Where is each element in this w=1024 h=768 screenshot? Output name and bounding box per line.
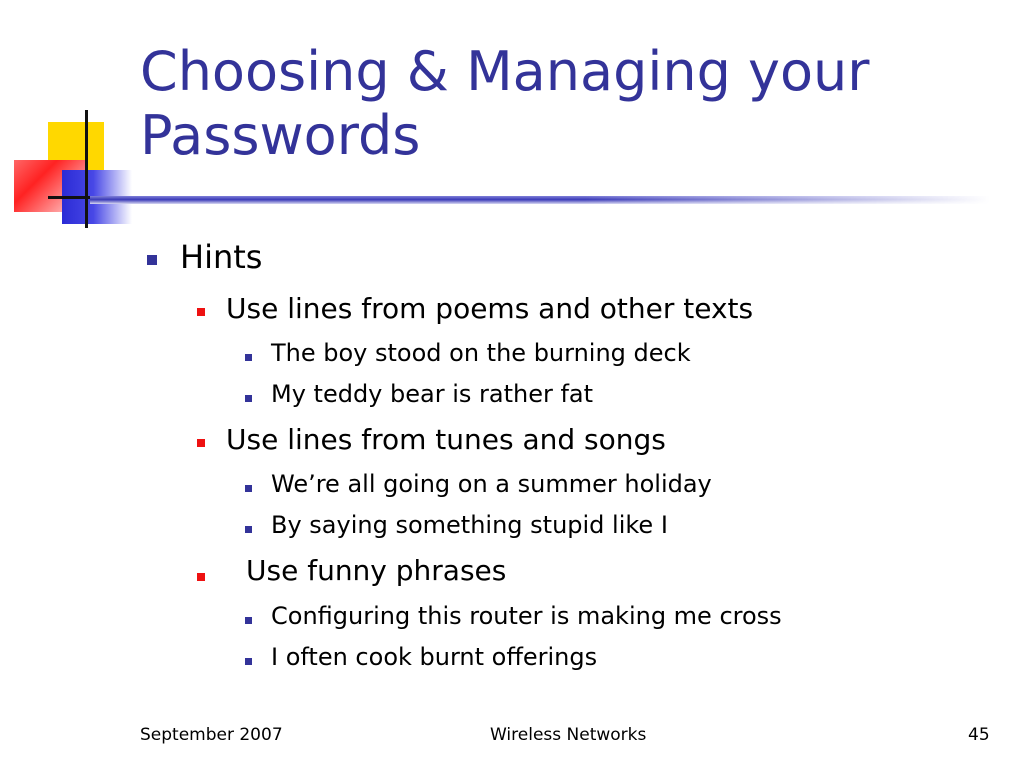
bullet-marker-level2: [197, 308, 205, 316]
footer-title: Wireless Networks: [490, 725, 647, 745]
bullet-marker-level3: [245, 485, 252, 492]
bullet-level3: I often cook burnt offerings: [271, 643, 598, 671]
bullet-level2: Use funny phrases: [246, 554, 507, 587]
bullet-level3: Configuring this router is making me cross: [271, 602, 782, 630]
bullet-marker-level3: [245, 395, 252, 402]
bullet-marker-level2: [197, 573, 205, 581]
page-number: 45: [968, 725, 990, 745]
bullet-marker-level3: [245, 658, 252, 665]
bullet-level3: My teddy bear is rather fat: [271, 380, 594, 408]
bullet-level1: Hints: [180, 238, 263, 276]
bullet-marker-level3: [245, 526, 252, 533]
bullet-marker-level2: [197, 439, 205, 447]
bullet-level3: By saying something stupid like I: [271, 511, 668, 539]
bullet-marker-level3: [245, 354, 252, 361]
bullet-level2: Use lines from poems and other texts: [226, 292, 754, 325]
bullet-level3: The boy stood on the burning deck: [271, 339, 691, 367]
slide-title-line1: Choosing & Managing your: [140, 40, 870, 103]
bullet-marker-level3: [245, 617, 252, 624]
bullet-marker-level1: [147, 255, 157, 265]
bullet-level3: We’re all going on a summer holiday: [271, 470, 712, 498]
slide-title-line2: Passwords: [140, 104, 421, 167]
bullet-level2: Use lines from tunes and songs: [226, 423, 666, 456]
footer-date: September 2007: [140, 725, 283, 745]
